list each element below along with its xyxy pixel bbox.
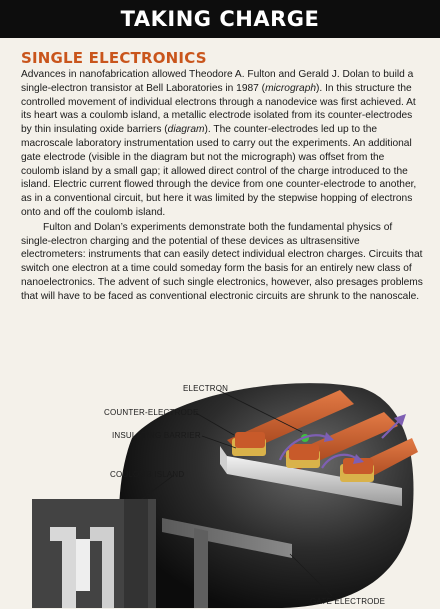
- label-coulomb-island: COULOMB ISLAND: [110, 470, 185, 479]
- label-electron: ELECTRON: [183, 384, 229, 393]
- section-title: SINGLE ELECTRONICS: [21, 49, 207, 67]
- pad-2: [289, 444, 319, 460]
- page-header: [0, 0, 440, 38]
- paragraph-1-part-2: ). In this structure the controlled movement of individual electrons through a nanodevice was first achieved. At its heart was a coulomb island, a metallic electrode isolated from its counter-electrodes by thin insulating oxide barriers (: [21, 82, 416, 136]
- set-diagram-figure: [22, 368, 418, 608]
- paragraph-1: [21, 68, 425, 220]
- micrograph-island: [76, 539, 90, 591]
- header-title: TAKING CHARGE: [120, 7, 320, 31]
- micrograph-image: [32, 499, 156, 608]
- paragraph-1-part-1: Advances in nanofabrication allowed Theodore A. Fulton and Gerald J. Dolan to build a single-electron transistor at Bell Laboratories in 1987 (: [21, 69, 414, 94]
- paragraph-1-part-3: ). The counter-electrodes led up to the macroscale laboratory instrumentation used to carry out the experiments. An additional gate electrode (visible in the diagram but not the micrograph) was offset from the coulomb island by a small gap; it allowed direct control of the charge introduced to the island. Electric current flowed through the device from one counter-electrode to another, as in a conventional circuit, but here it was limited by the stepwise hopping of electrons onto and off the coulomb island.: [21, 124, 417, 218]
- label-insulating-barrier: INSULATING BARRIER: [112, 431, 201, 440]
- diagram-reference: diagram: [167, 124, 205, 136]
- label-counter-electrode: COUNTER-ELECTRODE: [104, 408, 199, 417]
- micrograph-reference: micrograph: [265, 82, 317, 94]
- gate-electrode-stem: [194, 528, 208, 608]
- article-body: [21, 68, 425, 304]
- micrograph-graphic: [32, 499, 156, 608]
- label-gate-electrode: GATE ELECTRODE: [310, 597, 386, 606]
- pad-1: [235, 432, 265, 448]
- paragraph-2: Fulton and Dolan’s experiments demonstrate both the fundamental physics of single-electron charging and the potential of these devices as ultrasensitive electrometers: instruments that can easily detect individual electron charges. Circuits that switch one electron at a time could someday form the basis for an entirely new class of nanoelectronics. The advent of such single electronics, however, also presages problems that will have to be faced as conventional electronic circuits are shrunk to the nanoscale.: [21, 221, 423, 302]
